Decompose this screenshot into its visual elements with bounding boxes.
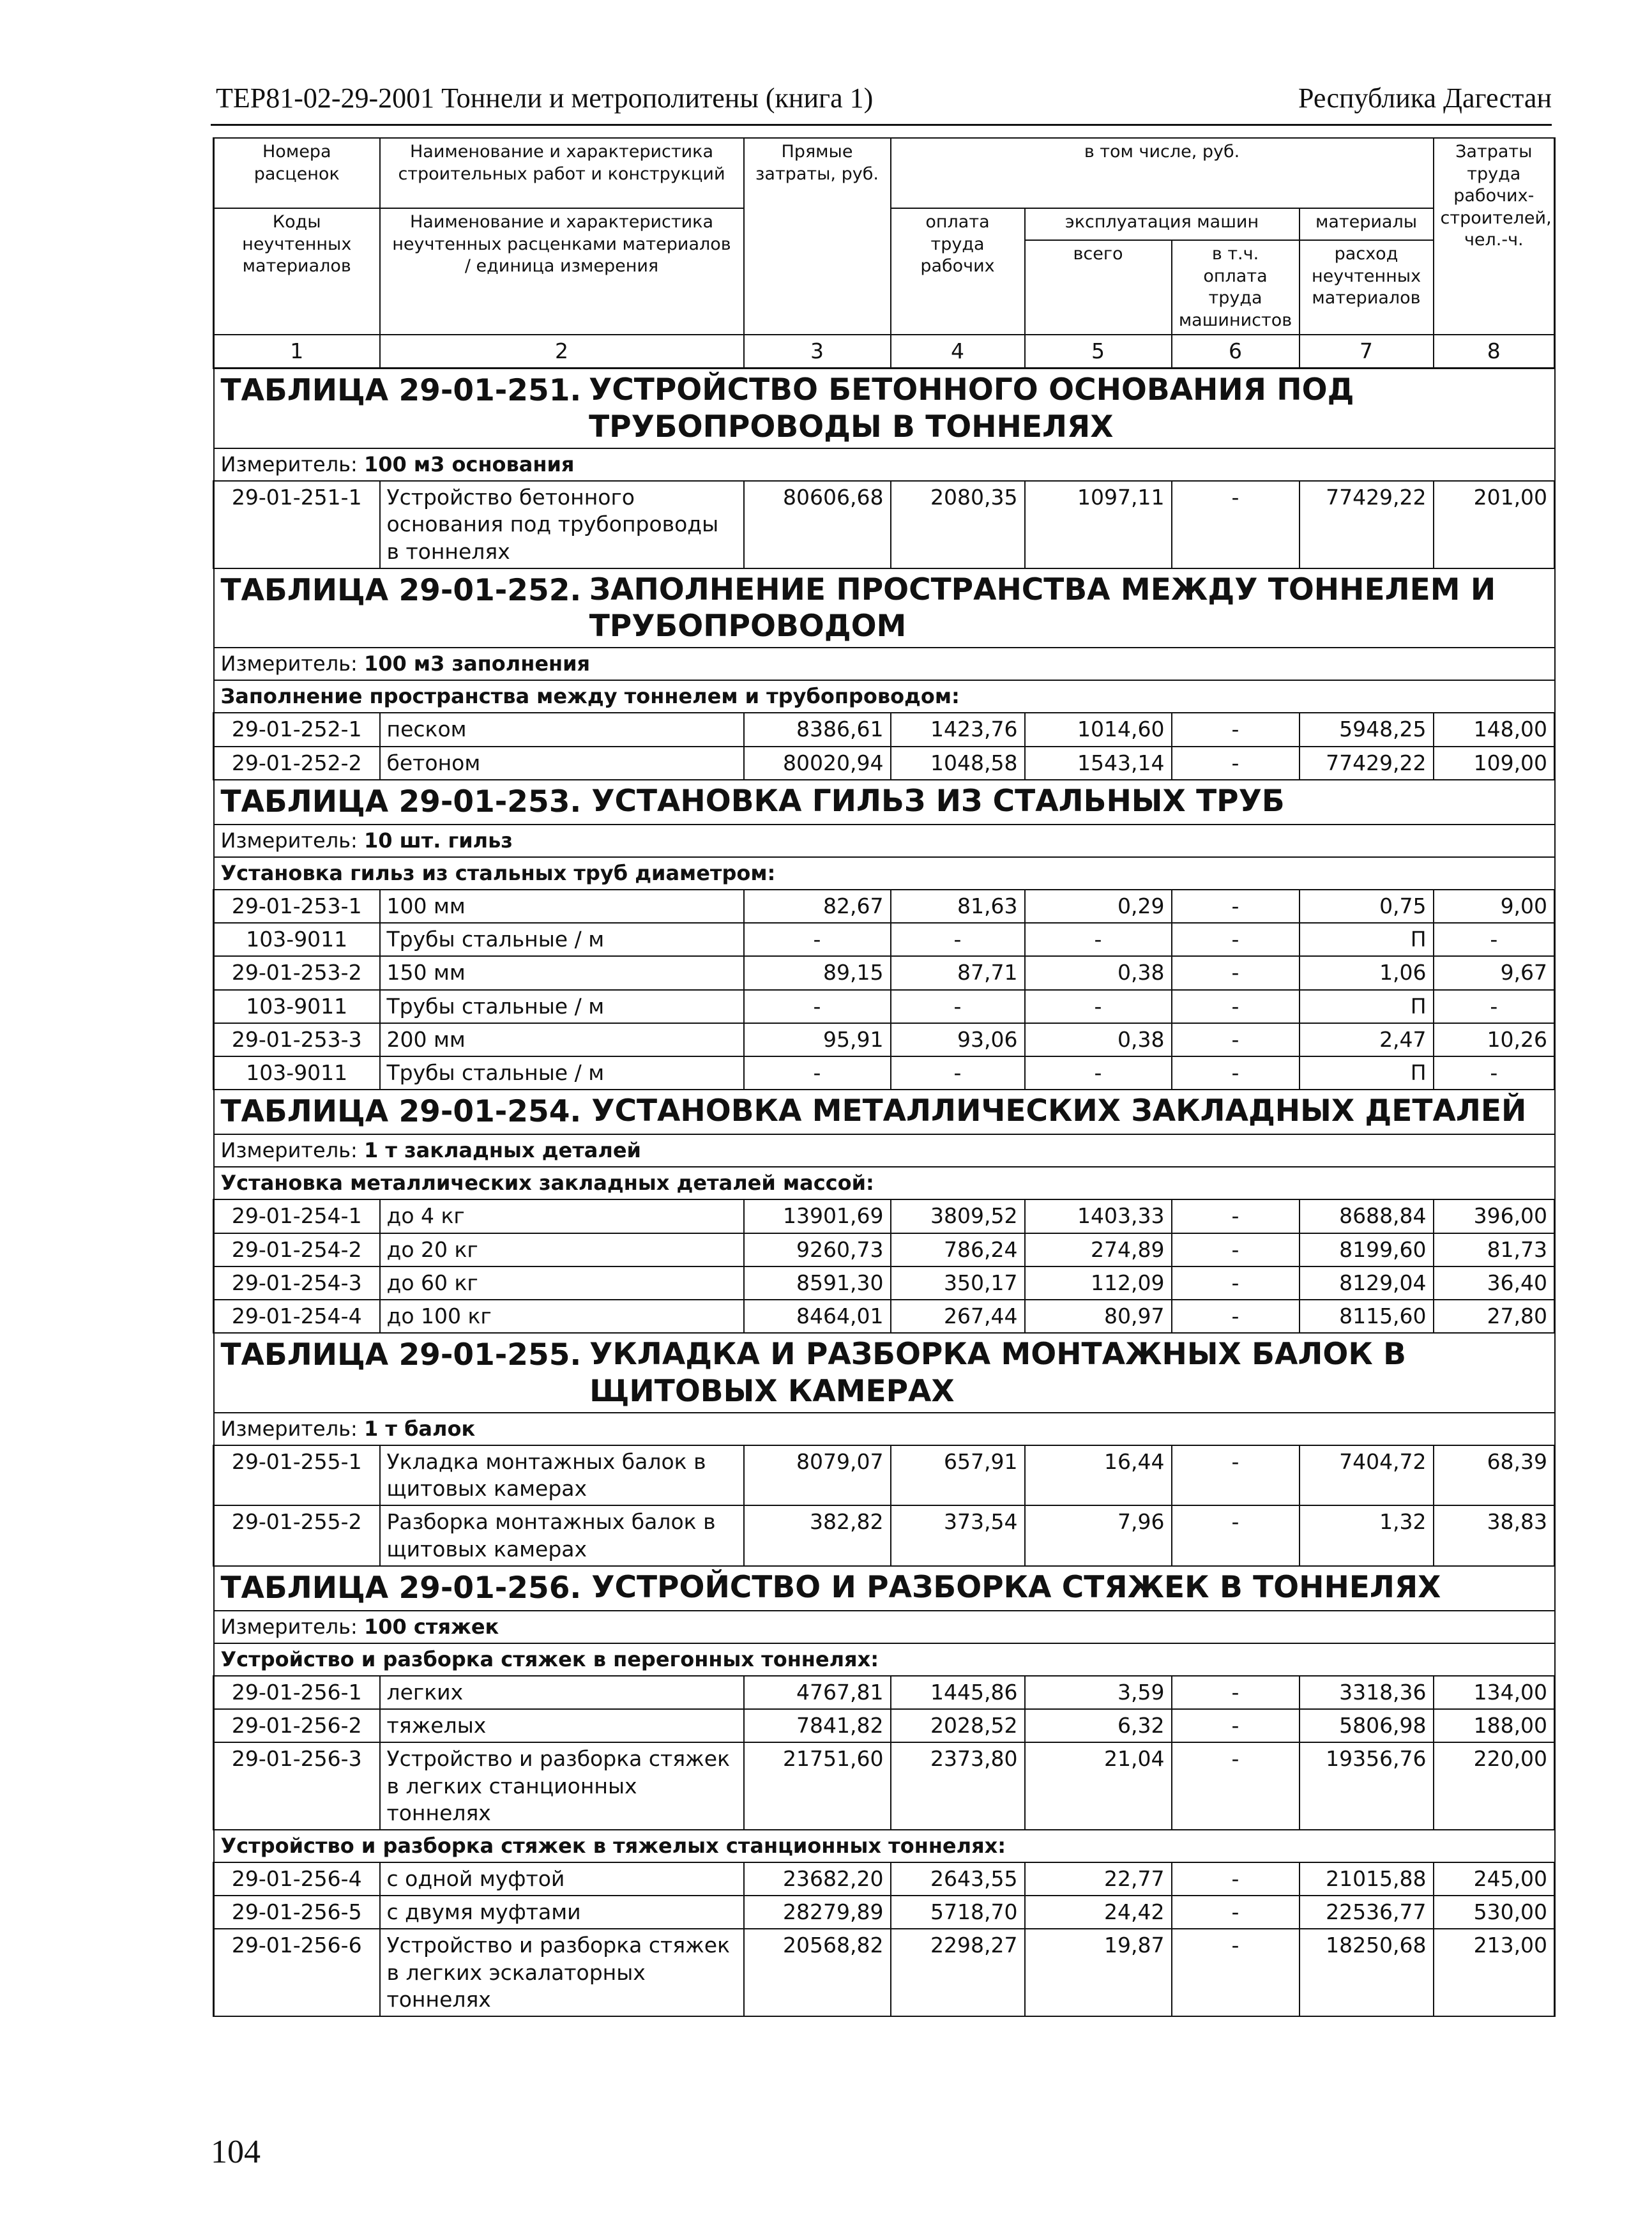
machines-total: 1403,33	[1025, 1199, 1172, 1233]
header-rule	[211, 124, 1552, 126]
worker-wages: 5718,70	[891, 1896, 1025, 1929]
machines-total: -	[1025, 990, 1172, 1023]
header-machines: эксплуатация машин	[1025, 208, 1300, 240]
measure-value: 100 м3 основания	[363, 452, 575, 477]
operator-wages: -	[1172, 956, 1300, 989]
measure-row	[214, 648, 1555, 680]
section-title-row	[214, 369, 1555, 448]
measure-cell	[214, 1134, 1555, 1167]
worker-wages: 657,91	[891, 1445, 1025, 1505]
measure-label: Измеритель:	[220, 651, 358, 676]
work-description: Трубы стальные / м	[380, 923, 744, 956]
labor-costs: 9,00	[1434, 890, 1555, 923]
section-title: ЗАПОЛНЕНИЕ ПРОСТРАНСТВА МЕЖДУ ТОННЕЛЕМ И ТРУБОПРОВОДОМ	[589, 572, 1496, 644]
machines-total: 16,44	[1025, 1445, 1172, 1505]
price-table	[213, 137, 1556, 2017]
material-usage: 8688,84	[1300, 1199, 1434, 1233]
column-number: 4	[891, 335, 1025, 369]
measure-row	[214, 448, 1555, 481]
work-description: тяжелых	[380, 1709, 744, 1742]
labor-costs: 36,40	[1434, 1266, 1555, 1300]
section-number: ТАБЛИЦА 29-01-255.	[220, 1337, 582, 1373]
operator-wages: -	[1172, 1233, 1300, 1266]
measure-value: 100 стяжек	[363, 1614, 499, 1639]
operator-wages: -	[1172, 890, 1300, 923]
column-number-row	[214, 335, 1555, 369]
rate-code: 29-01-255-2	[214, 1505, 380, 1565]
rate-code: 29-01-256-6	[214, 1929, 380, 2016]
direct-costs: 4767,81	[744, 1676, 891, 1709]
measure-value: 100 м3 заполнения	[363, 651, 591, 676]
work-description: с одной муфтой	[380, 1862, 744, 1896]
work-description: 200 мм	[380, 1023, 744, 1056]
group-row	[214, 1643, 1555, 1676]
work-description: с двумя муфтами	[380, 1896, 744, 1929]
labor-costs: 109,00	[1434, 747, 1555, 780]
material-usage: П	[1300, 1056, 1434, 1090]
material-usage: П	[1300, 990, 1434, 1023]
section-title: УКЛАДКА И РАЗБОРКА МОНТАЖНЫХ БАЛОК В ЩИТОВЫХ КАМЕРАХ	[589, 1337, 1406, 1409]
operator-wages: -	[1172, 923, 1300, 956]
measure-row	[214, 1134, 1555, 1167]
machines-total: 19,87	[1025, 1929, 1172, 2016]
labor-costs: -	[1434, 1056, 1555, 1090]
work-description: бетоном	[380, 747, 744, 780]
table-row	[214, 956, 1555, 989]
table-row	[214, 1505, 1555, 1565]
machines-total: 0,29	[1025, 890, 1172, 923]
section-number: ТАБЛИЦА 29-01-252.	[220, 572, 582, 608]
table-row	[214, 747, 1555, 780]
operator-wages: -	[1172, 990, 1300, 1023]
operator-wages: -	[1172, 1929, 1300, 2016]
header-worker-wages: оплата труда рабочих	[891, 208, 1025, 335]
table-row	[214, 890, 1555, 923]
column-number: 2	[380, 335, 744, 369]
rate-code: 29-01-253-1	[214, 890, 380, 923]
table-row	[214, 923, 1555, 956]
labor-costs: 530,00	[1434, 1896, 1555, 1929]
machines-total: 1543,14	[1025, 747, 1172, 780]
material-usage: 5806,98	[1300, 1709, 1434, 1742]
table-row	[214, 1445, 1555, 1505]
measure-cell	[214, 1611, 1555, 1643]
labor-costs: 68,39	[1434, 1445, 1555, 1505]
direct-costs: -	[744, 990, 891, 1023]
worker-wages: 1423,76	[891, 713, 1025, 746]
operator-wages: -	[1172, 1199, 1300, 1233]
machines-total: 112,09	[1025, 1266, 1172, 1300]
material-usage: 21015,88	[1300, 1862, 1434, 1896]
group-heading: Устройство и разборка стяжек в тяжелых станционных тоннелях:	[214, 1830, 1555, 1862]
section-title-row	[214, 568, 1555, 648]
material-usage: 22536,77	[1300, 1896, 1434, 1929]
operator-wages: -	[1172, 1505, 1300, 1565]
group-heading: Устройство и разборка стяжек в перегонных тоннелях:	[214, 1643, 1555, 1676]
operator-wages: -	[1172, 1056, 1300, 1090]
direct-costs: 9260,73	[744, 1233, 891, 1266]
labor-costs: 396,00	[1434, 1199, 1555, 1233]
material-usage: 8115,60	[1300, 1300, 1434, 1333]
section-title-cell	[214, 369, 1555, 448]
section-title-cell	[214, 1333, 1555, 1413]
section-title-cell	[214, 1090, 1555, 1134]
work-description: Трубы стальные / м	[380, 1056, 744, 1090]
rate-code: 29-01-254-1	[214, 1199, 380, 1233]
material-usage: 19356,76	[1300, 1742, 1434, 1830]
header-including: в том числе, руб.	[891, 138, 1434, 208]
section-number: ТАБЛИЦА 29-01-253.	[220, 784, 582, 819]
rate-code: 29-01-254-4	[214, 1300, 380, 1333]
section-title-cell	[214, 1566, 1555, 1611]
measure-value: 1 т балок	[363, 1416, 476, 1441]
section-heading	[221, 572, 1548, 645]
material-usage: 2,47	[1300, 1023, 1434, 1056]
work-description: Трубы стальные / м	[380, 990, 744, 1023]
machines-total: 6,32	[1025, 1709, 1172, 1742]
rate-code: 29-01-254-3	[214, 1266, 380, 1300]
rate-code: 29-01-256-1	[214, 1676, 380, 1709]
page-header	[211, 82, 1552, 126]
direct-costs: 8464,01	[744, 1300, 891, 1333]
measure-label: Измеритель:	[220, 828, 358, 853]
worker-wages: 267,44	[891, 1300, 1025, 1333]
direct-costs: 8079,07	[744, 1445, 891, 1505]
work-description: Устройство и разборка стяжек в легких станционных тоннелях	[380, 1742, 744, 1830]
work-description: до 20 кг	[380, 1233, 744, 1266]
material-usage: 5948,25	[1300, 713, 1434, 746]
worker-wages: 2298,27	[891, 1929, 1025, 2016]
machines-total: 0,38	[1025, 956, 1172, 989]
rate-code: 29-01-256-2	[214, 1709, 380, 1742]
operator-wages: -	[1172, 1709, 1300, 1742]
column-number: 7	[1300, 335, 1434, 369]
worker-wages: 81,63	[891, 890, 1025, 923]
labor-costs: 134,00	[1434, 1676, 1555, 1709]
material-usage: 7404,72	[1300, 1445, 1434, 1505]
direct-costs: 89,15	[744, 956, 891, 989]
machines-total: 0,38	[1025, 1023, 1172, 1056]
rate-code: 29-01-253-3	[214, 1023, 380, 1056]
table-header-row	[214, 138, 1555, 208]
rate-code: 29-01-256-5	[214, 1896, 380, 1929]
work-description: до 4 кг	[380, 1199, 744, 1233]
work-description: 100 мм	[380, 890, 744, 923]
header-material-usage: расход неучтенных материалов	[1300, 240, 1434, 335]
work-description: до 100 кг	[380, 1300, 744, 1333]
table-row	[214, 1300, 1555, 1333]
column-number: 5	[1025, 335, 1172, 369]
operator-wages: -	[1172, 1896, 1300, 1929]
work-description: Разборка монтажных балок в щитовых камерах	[380, 1505, 744, 1565]
direct-costs: 80606,68	[744, 481, 891, 568]
header-material-names: Наименование и характеристика неучтенных расценками материалов / единица измерения	[380, 208, 744, 335]
work-description: Устройство бетонного основания под трубопроводы в тоннелях	[380, 481, 744, 568]
page-number: 104	[211, 2134, 261, 2170]
worker-wages: 350,17	[891, 1266, 1025, 1300]
labor-costs: 27,80	[1434, 1300, 1555, 1333]
direct-costs: 20568,82	[744, 1929, 891, 2016]
direct-costs: 82,67	[744, 890, 891, 923]
rate-code: 29-01-252-1	[214, 713, 380, 746]
rate-code: 29-01-253-2	[214, 956, 380, 989]
section-number: ТАБЛИЦА 29-01-254.	[220, 1094, 582, 1130]
worker-wages: 93,06	[891, 1023, 1025, 1056]
section-title-row	[214, 1566, 1555, 1611]
operator-wages: -	[1172, 1676, 1300, 1709]
labor-costs: 188,00	[1434, 1709, 1555, 1742]
machines-total: 1014,60	[1025, 713, 1172, 746]
group-heading: Установка гильз из стальных труб диаметром:	[214, 857, 1555, 890]
direct-costs: 8386,61	[744, 713, 891, 746]
rate-code: 103-9011	[214, 1056, 380, 1090]
section-number: ТАБЛИЦА 29-01-251.	[220, 373, 582, 409]
machines-total: 22,77	[1025, 1862, 1172, 1896]
header-work-name: Наименование и характеристика строительных работ и конструкций	[380, 138, 744, 208]
direct-costs: -	[744, 923, 891, 956]
section-title-row	[214, 780, 1555, 825]
worker-wages: 87,71	[891, 956, 1025, 989]
table-row	[214, 990, 1555, 1023]
machines-total: 21,04	[1025, 1742, 1172, 1830]
direct-costs: -	[744, 1056, 891, 1090]
labor-costs: 213,00	[1434, 1929, 1555, 2016]
operator-wages: -	[1172, 1862, 1300, 1896]
direct-costs: 21751,60	[744, 1742, 891, 1830]
rate-code: 29-01-251-1	[214, 481, 380, 568]
section-title: УСТАНОВКА ГИЛЬЗ ИЗ СТАЛЬНЫХ ТРУБ	[591, 783, 1285, 819]
measure-cell	[214, 448, 1555, 481]
worker-wages: 1048,58	[891, 747, 1025, 780]
document-title: ТЕР81-02-29-2001 Тоннели и метрополитены (книга 1)	[216, 82, 874, 114]
labor-costs: 201,00	[1434, 481, 1555, 568]
table-row	[214, 1862, 1555, 1896]
measure-value: 1 т закладных деталей	[363, 1138, 641, 1163]
section-title-cell	[214, 568, 1555, 648]
work-description: песком	[380, 713, 744, 746]
labor-costs: 245,00	[1434, 1862, 1555, 1896]
operator-wages: -	[1172, 1023, 1300, 1056]
section-title-row	[214, 1333, 1555, 1413]
table-row	[214, 1266, 1555, 1300]
worker-wages: -	[891, 1056, 1025, 1090]
group-heading: Заполнение пространства между тоннелем и трубопроводом:	[214, 680, 1555, 713]
material-usage: 77429,22	[1300, 481, 1434, 568]
direct-costs: 13901,69	[744, 1199, 891, 1233]
rate-code: 103-9011	[214, 923, 380, 956]
measure-label: Измеритель:	[220, 1614, 358, 1639]
work-description: легких	[380, 1676, 744, 1709]
direct-costs: 23682,20	[744, 1862, 891, 1896]
direct-costs: 8591,30	[744, 1266, 891, 1300]
material-usage: 77429,22	[1300, 747, 1434, 780]
section-title-row	[214, 1090, 1555, 1134]
material-usage: 3318,36	[1300, 1676, 1434, 1709]
material-usage: 0,75	[1300, 890, 1434, 923]
worker-wages: 1445,86	[891, 1676, 1025, 1709]
section-heading	[221, 1336, 1548, 1410]
worker-wages: 2643,55	[891, 1862, 1025, 1896]
machines-total: 24,42	[1025, 1896, 1172, 1929]
direct-costs: 7841,82	[744, 1709, 891, 1742]
group-row	[214, 1167, 1555, 1199]
measure-label: Измеритель:	[220, 1138, 358, 1163]
table-row	[214, 1896, 1555, 1929]
worker-wages: 786,24	[891, 1233, 1025, 1266]
material-usage: 8129,04	[1300, 1266, 1434, 1300]
direct-costs: 382,82	[744, 1505, 891, 1565]
labor-costs: 10,26	[1434, 1023, 1555, 1056]
column-number: 6	[1172, 335, 1300, 369]
material-usage: 1,06	[1300, 956, 1434, 989]
measure-cell	[214, 648, 1555, 680]
section-title: УСТРОЙСТВО БЕТОННОГО ОСНОВАНИЯ ПОД ТРУБОПРОВОДЫ В ТОННЕЛЯХ	[589, 372, 1354, 445]
section-heading	[221, 372, 1548, 445]
header-rate-numbers: Номера расценок	[214, 138, 380, 208]
measure-value: 10 шт. гильз	[363, 828, 513, 853]
operator-wages: -	[1172, 1266, 1300, 1300]
rate-code: 29-01-256-3	[214, 1742, 380, 1830]
rate-code: 29-01-255-1	[214, 1445, 380, 1505]
labor-costs: -	[1434, 990, 1555, 1023]
operator-wages: -	[1172, 713, 1300, 746]
column-number: 3	[744, 335, 891, 369]
worker-wages: 3809,52	[891, 1199, 1025, 1233]
table-row	[214, 1233, 1555, 1266]
direct-costs: 80020,94	[744, 747, 891, 780]
machines-total: -	[1025, 923, 1172, 956]
table-row	[214, 1199, 1555, 1233]
machines-total: 7,96	[1025, 1505, 1172, 1565]
header-direct-costs: Прямые затраты, руб.	[744, 138, 891, 335]
measure-row	[214, 825, 1555, 857]
direct-costs: 28279,89	[744, 1896, 891, 1929]
section-heading	[221, 783, 1548, 821]
worker-wages: 2373,80	[891, 1742, 1025, 1830]
worker-wages: 2028,52	[891, 1709, 1025, 1742]
machines-total: -	[1025, 1056, 1172, 1090]
rate-code: 29-01-256-4	[214, 1862, 380, 1896]
labor-costs: -	[1434, 923, 1555, 956]
operator-wages: -	[1172, 481, 1300, 568]
measure-label: Измеритель:	[220, 1416, 358, 1441]
rate-code: 29-01-252-2	[214, 747, 380, 780]
measure-label: Измеритель:	[220, 452, 358, 477]
section-title: УСТРОЙСТВО И РАЗБОРКА СТЯЖЕК В ТОННЕЛЯХ	[591, 1569, 1441, 1605]
group-row	[214, 680, 1555, 713]
worker-wages: 2080,35	[891, 481, 1025, 568]
column-number: 8	[1434, 335, 1555, 369]
section-heading	[221, 1569, 1548, 1608]
direct-costs: 95,91	[744, 1023, 891, 1056]
material-usage: 8199,60	[1300, 1233, 1434, 1266]
header-material-codes: Коды неучтенных материалов	[214, 208, 380, 335]
measure-cell	[214, 1413, 1555, 1445]
section-heading	[221, 1093, 1548, 1131]
labor-costs: 148,00	[1434, 713, 1555, 746]
header-labor-costs: Затраты труда рабочих-строителей, чел.-ч.	[1434, 138, 1555, 335]
table-row	[214, 1709, 1555, 1742]
worker-wages: 373,54	[891, 1505, 1025, 1565]
table-row	[214, 481, 1555, 568]
operator-wages: -	[1172, 747, 1300, 780]
material-usage: П	[1300, 923, 1434, 956]
work-description: Укладка монтажных балок в щитовых камерах	[380, 1445, 744, 1505]
operator-wages: -	[1172, 1742, 1300, 1830]
material-usage: 1,32	[1300, 1505, 1434, 1565]
group-row	[214, 857, 1555, 890]
column-number: 1	[214, 335, 380, 369]
table-row	[214, 1676, 1555, 1709]
work-description: Устройство и разборка стяжек в легких эскалаторных тоннелях	[380, 1929, 744, 2016]
material-usage: 18250,68	[1300, 1929, 1434, 2016]
group-row	[214, 1830, 1555, 1862]
worker-wages: -	[891, 990, 1025, 1023]
work-description: 150 мм	[380, 956, 744, 989]
region-name: Республика Дагестан	[1298, 82, 1552, 114]
table-row	[214, 713, 1555, 746]
labor-costs: 38,83	[1434, 1505, 1555, 1565]
header-operator-wages: в т.ч. оплата труда машинистов	[1172, 240, 1300, 335]
table-row	[214, 1023, 1555, 1056]
machines-total: 274,89	[1025, 1233, 1172, 1266]
header-materials: материалы	[1300, 208, 1434, 240]
section-title: УСТАНОВКА МЕТАЛЛИЧЕСКИХ ЗАКЛАДНЫХ ДЕТАЛЕЙ	[591, 1093, 1527, 1129]
measure-row	[214, 1611, 1555, 1643]
labor-costs: 81,73	[1434, 1233, 1555, 1266]
machines-total: 3,59	[1025, 1676, 1172, 1709]
measure-row	[214, 1413, 1555, 1445]
worker-wages: -	[891, 923, 1025, 956]
machines-total: 80,97	[1025, 1300, 1172, 1333]
table-row	[214, 1056, 1555, 1090]
operator-wages: -	[1172, 1445, 1300, 1505]
section-title-cell	[214, 780, 1555, 825]
table-row	[214, 1929, 1555, 2016]
work-description: до 60 кг	[380, 1266, 744, 1300]
rate-code: 103-9011	[214, 990, 380, 1023]
rate-code: 29-01-254-2	[214, 1233, 380, 1266]
group-heading: Установка металлических закладных деталей массой:	[214, 1167, 1555, 1199]
header-machines-total: всего	[1025, 240, 1172, 335]
measure-cell	[214, 825, 1555, 857]
table-row	[214, 1742, 1555, 1830]
labor-costs: 9,67	[1434, 956, 1555, 989]
operator-wages: -	[1172, 1300, 1300, 1333]
section-number: ТАБЛИЦА 29-01-256.	[220, 1570, 582, 1606]
machines-total: 1097,11	[1025, 481, 1172, 568]
labor-costs: 220,00	[1434, 1742, 1555, 1830]
